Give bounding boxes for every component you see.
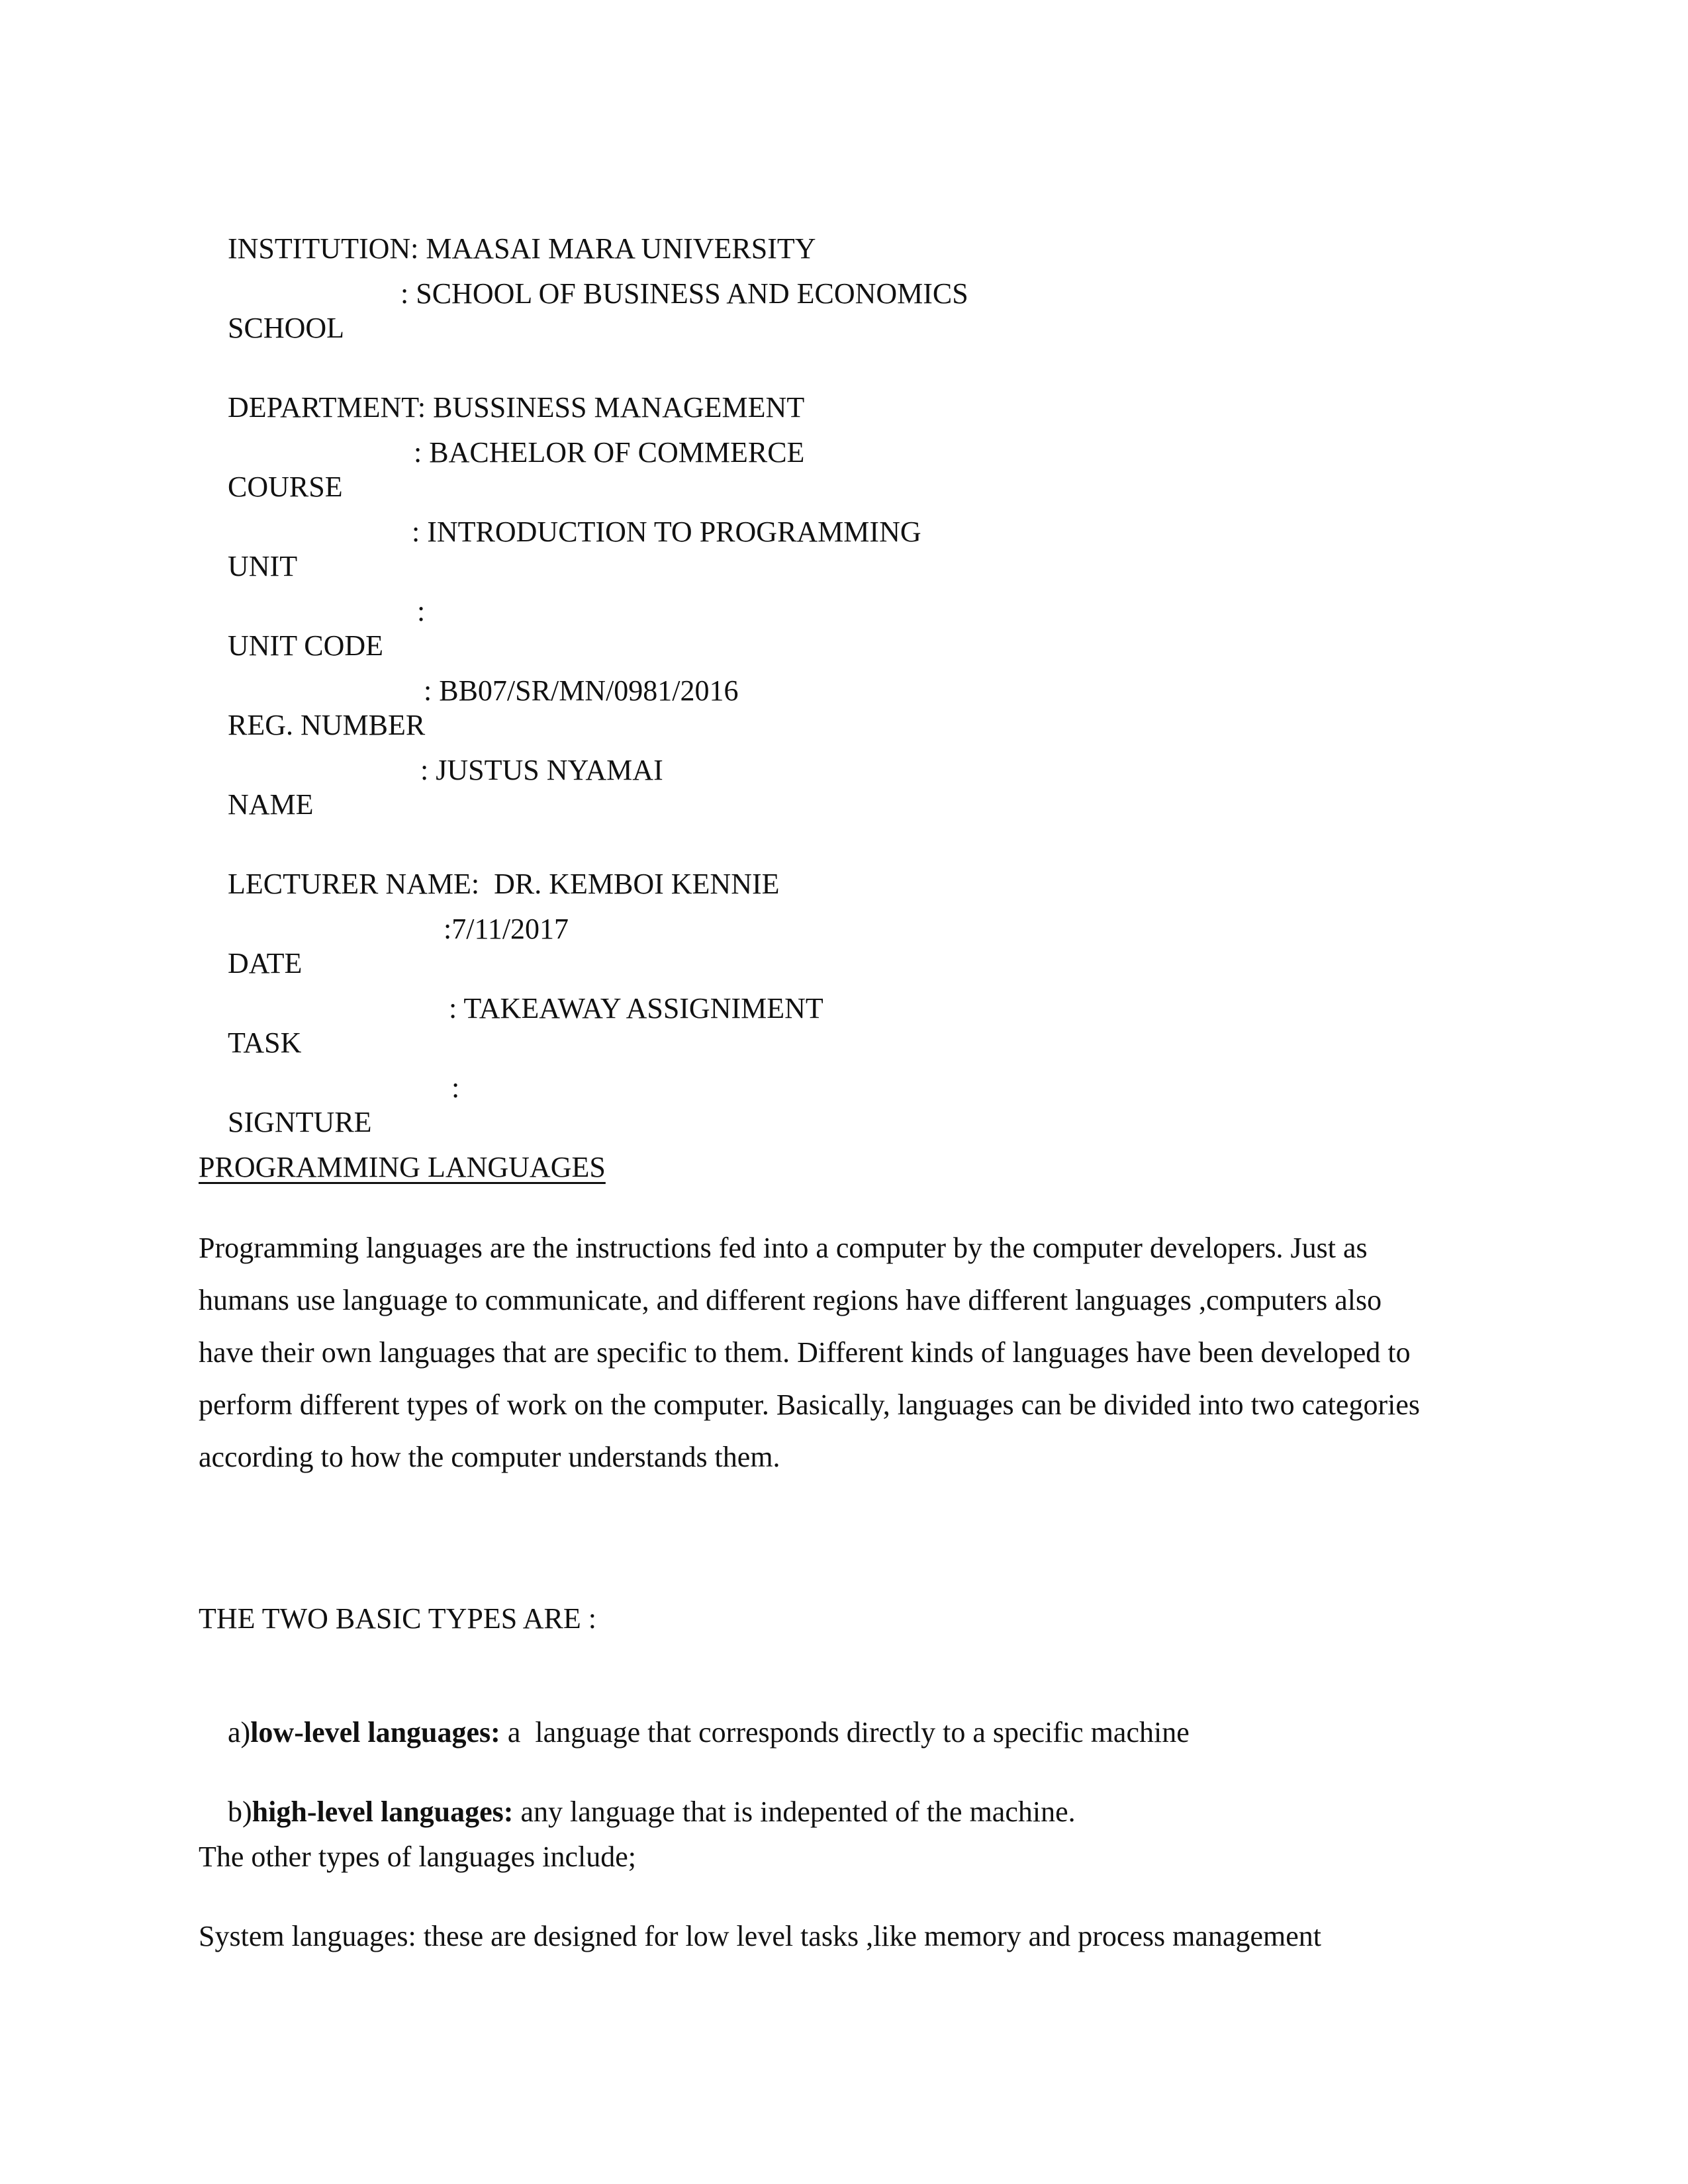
field-label: LECTURER NAME: xyxy=(228,868,480,900)
field-value: MAASAI MARA UNIVERSITY xyxy=(418,232,816,265)
item-term: high-level languages: xyxy=(252,1796,514,1828)
paragraph-line: according to how the computer understands them. xyxy=(199,1441,780,1473)
field-label: INSTITUTION: xyxy=(228,232,419,265)
field-value: : SCHOOL OF BUSINESS AND ECONOMICS xyxy=(400,277,968,310)
field-value: : BACHELOR OF COMMERCE xyxy=(414,436,805,469)
field-label: COURSE xyxy=(228,471,343,503)
paragraph-line: have their own languages that are specific to them. Different kinds of languages have been developed to xyxy=(199,1336,1411,1369)
field-value: BUSSINESS MANAGEMENT xyxy=(426,391,805,424)
item-definition: a language that corresponds directly to a specific machine xyxy=(500,1716,1190,1749)
field-label: SCHOOL xyxy=(228,312,345,344)
paragraph-line: humans use language to communicate, and different regions have different languages ,computers also xyxy=(199,1284,1382,1316)
paragraph-line: Programming languages are the instructions fed into a computer by the computer developers. Just as xyxy=(199,1232,1368,1264)
field-label: SIGNTURE xyxy=(228,1106,372,1138)
item-prefix: a) xyxy=(228,1716,251,1749)
item-prefix: b) xyxy=(228,1796,252,1828)
types-heading: THE TWO BASIC TYPES ARE : xyxy=(199,1602,596,1635)
system-languages-text: System languages: these are designed for low level tasks ,like memory and process management xyxy=(199,1920,1321,1952)
field-label: NAME xyxy=(228,788,314,821)
other-types-intro: The other types of languages include; xyxy=(199,1841,637,1873)
field-value: DR. KEMBOI KENNIE xyxy=(479,868,780,900)
paragraph-line: perform different types of work on the computer. Basically, languages can be divided into two categories xyxy=(199,1388,1420,1421)
field-value: : xyxy=(417,595,426,627)
field-label: REG. NUMBER xyxy=(228,709,426,741)
field-value: :7/11/2017 xyxy=(444,913,569,945)
section-heading: PROGRAMMING LANGUAGES xyxy=(199,1151,606,1183)
field-value: : TAKEAWAY ASSIGNIMENT xyxy=(449,992,823,1024)
field-label: DATE xyxy=(228,947,303,979)
field-value: : JUSTUS NYAMAI xyxy=(420,754,663,786)
field-label: TASK xyxy=(228,1026,302,1059)
item-term: low-level languages: xyxy=(250,1716,500,1749)
field-value: : xyxy=(451,1071,460,1104)
field-label: DEPARTMENT: xyxy=(228,391,426,424)
field-value: : INTRODUCTION TO PROGRAMMING xyxy=(412,516,921,548)
field-value: : BB07/SR/MN/0981/2016 xyxy=(424,674,739,707)
field-label: UNIT CODE xyxy=(228,629,384,662)
item-definition: any language that is indepented of the machine. xyxy=(513,1796,1076,1828)
field-label: UNIT xyxy=(228,550,298,582)
intro-paragraph xyxy=(199,1222,1496,1483)
